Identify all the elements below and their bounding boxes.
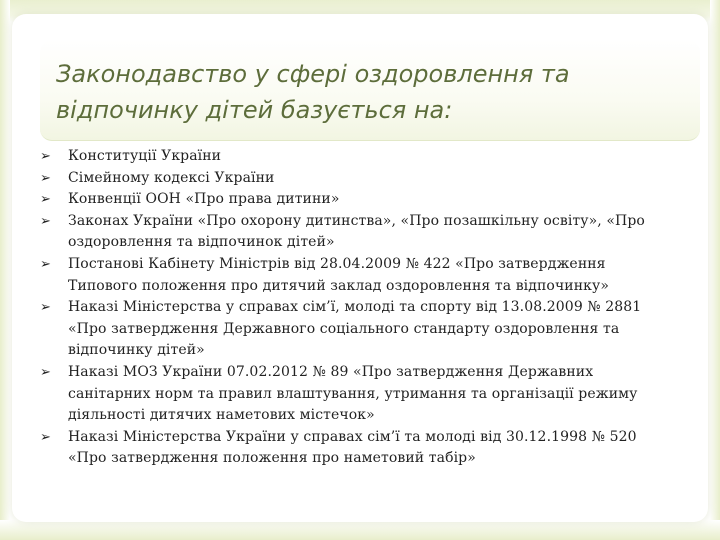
frame-right (710, 0, 720, 540)
list-item-text: Сімейному кодексі України (68, 169, 275, 186)
list-item (38, 189, 678, 211)
slide-title: Законодавство у сфері оздоровлення та відпочинку дітей базується на: (56, 60, 570, 124)
arrow-bullet-icon: ➢ (40, 364, 51, 380)
list-item-text: Конвенції ООН «Про права дитини» (68, 191, 340, 208)
list-item-text: Наказі Міністерства України у справах сім’ї та молоді від 30.12.1998 № 520 «Про затвердження положення про наметовий табір» (68, 428, 637, 467)
list-item-text: Наказі Міністерства у справах сім’ї, молоді та спорту від 13.08.2009 № 2881 «Про затвердження Державного соціального стандарту оздоровлення та відпочинку дітей» (68, 299, 642, 359)
list-item (38, 146, 678, 168)
list-item (38, 254, 678, 297)
list-item (38, 211, 678, 254)
list-item-text: Наказі МОЗ України 07.02.2012 № 89 «Про затвердження Державних санітарних норм та правил влаштування, утримання та організації режиму діяльності дитячих наметових містечок» (68, 363, 638, 424)
arrow-bullet-icon: ➢ (40, 429, 51, 445)
frame-left (0, 0, 10, 540)
list-item (38, 168, 678, 190)
list-item (38, 362, 678, 427)
list-item (38, 297, 678, 362)
arrow-bullet-icon: ➢ (40, 256, 51, 272)
list-item-text: Конституції України (68, 148, 222, 164)
list-item (38, 427, 678, 470)
arrow-bullet-icon: ➢ (40, 300, 51, 316)
arrow-bullet-icon: ➢ (40, 170, 51, 186)
arrow-bullet-icon: ➢ (40, 213, 51, 229)
legislation-list (38, 146, 678, 470)
arrow-bullet-icon: ➢ (40, 149, 51, 164)
arrow-bullet-icon: ➢ (40, 192, 51, 208)
list-item-text: Законах України «Про охорону дитинства», «Про позашкільну освіту», «Про оздоровлення та відпочинок дітей» (68, 212, 645, 251)
list-item-text: Постанові Кабінету Міністрів від 28.04.2009 № 422 «Про затвердження Типового положення про дитячий заклад оздоровлення та відпочинку» (68, 255, 610, 294)
frame-bottom (0, 520, 720, 540)
